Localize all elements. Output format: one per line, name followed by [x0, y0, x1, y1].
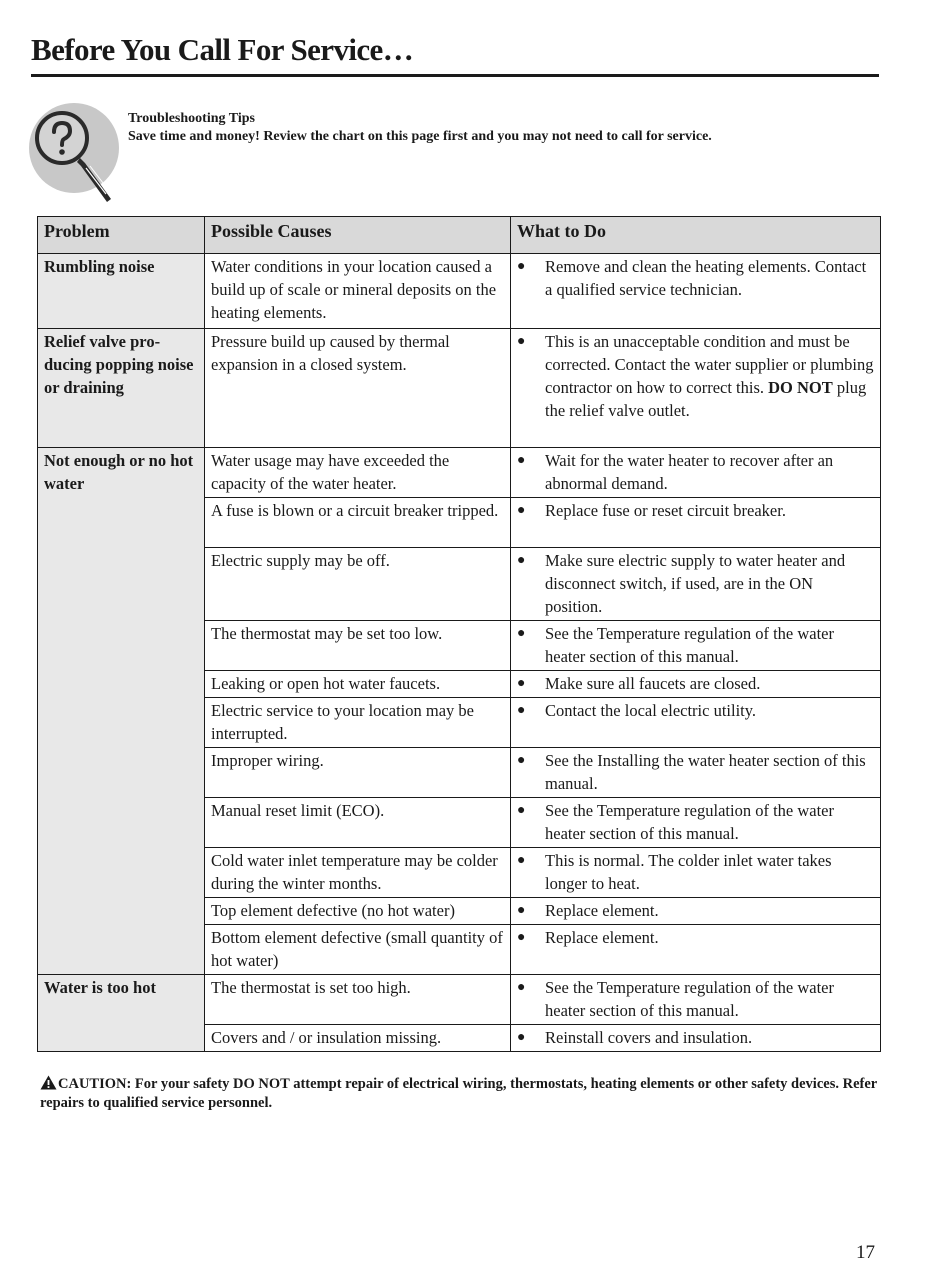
- table-row: [38, 329, 881, 448]
- todo-text: Make sure electric supply to water heater and disconnect switch, if used, are in the ON position.: [545, 551, 846, 616]
- todo-text: See the Temperature regulation of the water heater section of this manual.: [545, 801, 834, 843]
- cause-cell: Electric service to your location may be interrupted.: [205, 698, 511, 748]
- bullet-icon: ●: [517, 980, 526, 995]
- todo-cell: [511, 254, 881, 329]
- title-divider: [31, 74, 879, 77]
- cause-cell: Covers and / or insulation missing.: [205, 1025, 511, 1052]
- todo-text: Remove and clean the heating elements. Contact a qualified service technician.: [545, 257, 867, 299]
- bullet-icon: ●: [517, 703, 526, 718]
- todo-text: Wait for the water heater to recover after an abnormal demand.: [545, 451, 834, 493]
- todo-cell: [511, 798, 881, 848]
- todo-text: Reinstall covers and insulation.: [545, 1028, 753, 1047]
- page-title: Before You Call For Service…: [31, 32, 414, 67]
- cause-cell: Water conditions in your location caused a build up of scale or mineral deposits on the heating elements.: [205, 254, 511, 329]
- bullet-icon: ●: [517, 626, 526, 641]
- bullet-icon: ●: [517, 903, 526, 918]
- table-row: [38, 254, 881, 329]
- caution-text: CAUTION: For your safety DO NOT attempt repair of electrical wiring, thermostats, heating elements or other safety devices. Refer repairs to qualified service personnel.: [40, 1076, 877, 1111]
- cause-cell: Leaking or open hot water faucets.: [205, 671, 511, 698]
- todo-cell: [511, 1025, 881, 1052]
- bullet-icon: ●: [517, 676, 526, 691]
- todo-cell: [511, 698, 881, 748]
- problem-text: Relief valve pro-ducing popping noise or draining: [44, 332, 194, 397]
- todo-cell: [511, 548, 881, 621]
- troubleshooting-tips: [128, 110, 712, 146]
- todo-text: Replace element.: [545, 928, 659, 947]
- tips-heading: Troubleshooting Tips: [128, 111, 255, 126]
- todo-cell: [511, 621, 881, 671]
- problem-cell: Water is too hot: [38, 975, 205, 1052]
- cause-cell: Improper wiring.: [205, 748, 511, 798]
- do-not-emphasis: DO NOT: [768, 378, 833, 397]
- todo-cell: [511, 848, 881, 898]
- header-what-to-do: What to Do: [511, 217, 881, 254]
- page-number: 17: [856, 1242, 875, 1263]
- todo-text: Make sure all faucets are closed.: [545, 674, 761, 693]
- problem-cell: Not enough or no hot water: [38, 448, 205, 975]
- caution-note: [40, 1075, 880, 1113]
- todo-text: Contact the local electric utility.: [545, 701, 757, 720]
- cause-cell: The thermostat is set too high.: [205, 975, 511, 1025]
- todo-text: Replace element.: [545, 901, 659, 920]
- problem-cell: [38, 329, 205, 448]
- bullet-icon: ●: [517, 553, 526, 568]
- bullet-icon: ●: [517, 930, 526, 945]
- cause-cell: Pressure build up caused by thermal expansion in a closed system.: [205, 329, 511, 448]
- tips-body: Save time and money! Review the chart on this page first and you may not need to call for service.: [128, 129, 712, 144]
- cause-cell: Electric supply may be off.: [205, 548, 511, 621]
- cause-cell: Bottom element defective (small quantity of hot water): [205, 925, 511, 975]
- bullet-icon: ●: [517, 259, 526, 274]
- bullet-icon: ●: [517, 503, 526, 518]
- cause-cell: Top element defective (no hot water): [205, 898, 511, 925]
- cause-cell: Manual reset limit (ECO).: [205, 798, 511, 848]
- todo-cell: [511, 498, 881, 548]
- todo-text: This is an unacceptable condition and must be corrected. Contact the water supplier or plumbing contractor on how to correct this. DO NOT plug the relief valve outlet.: [545, 332, 874, 420]
- bullet-icon: ●: [517, 853, 526, 868]
- cause-cell: Water usage may have exceeded the capacity of the water heater.: [205, 448, 511, 498]
- cause-cell: The thermostat may be set too low.: [205, 621, 511, 671]
- todo-cell: [511, 448, 881, 498]
- cause-cell: Cold water inlet temperature may be colder during the winter months.: [205, 848, 511, 898]
- todo-text: See the Temperature regulation of the water heater section of this manual.: [545, 978, 834, 1020]
- table-header-row: [38, 217, 881, 254]
- problem-cell: Rumbling noise: [38, 254, 205, 329]
- header-problem: Problem: [38, 217, 205, 254]
- todo-cell: [511, 975, 881, 1025]
- bullet-icon: ●: [517, 334, 526, 349]
- cause-cell: A fuse is blown or a circuit breaker tripped.: [205, 498, 511, 548]
- warning-icon: [40, 1075, 57, 1090]
- table-row: [38, 448, 881, 498]
- todo-cell: [511, 329, 881, 448]
- bullet-icon: ●: [517, 453, 526, 468]
- todo-text: See the Installing the water heater section of this manual.: [545, 751, 866, 793]
- todo-text: This is normal. The colder inlet water takes longer to heat.: [545, 851, 832, 893]
- bullet-icon: ●: [517, 1030, 526, 1045]
- todo-text: See the Temperature regulation of the water heater section of this manual.: [545, 624, 834, 666]
- troubleshooting-table: [37, 216, 881, 1052]
- bullet-icon: ●: [517, 753, 526, 768]
- magnifying-glass-question-icon: [28, 102, 124, 202]
- todo-cell: [511, 748, 881, 798]
- header-possible-causes: Possible Causes: [205, 217, 511, 254]
- table-row: [38, 975, 881, 1025]
- todo-cell: [511, 925, 881, 975]
- todo-cell: [511, 898, 881, 925]
- todo-cell: [511, 671, 881, 698]
- todo-text: Replace fuse or reset circuit breaker.: [545, 501, 786, 520]
- bullet-icon: ●: [517, 803, 526, 818]
